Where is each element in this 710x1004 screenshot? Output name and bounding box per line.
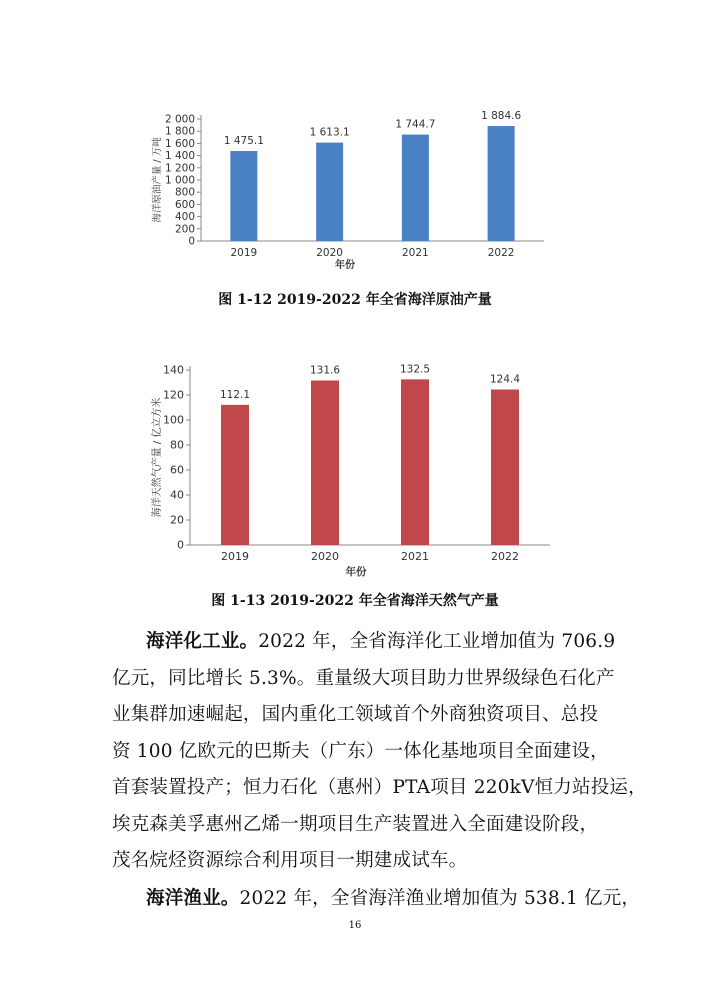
x-tick-label-2019: 2019: [221, 550, 249, 563]
bar-2022: [491, 390, 519, 546]
y-tick-label: 200: [174, 223, 195, 236]
y-tick-label: 2 000: [164, 113, 195, 126]
data-label-2020: 131.6: [309, 364, 341, 377]
y-tick-label: 1 600: [164, 137, 195, 150]
x-tick-label-2020: 2020: [316, 247, 343, 259]
y-tick-label: 40: [170, 488, 184, 502]
paragraph-first-line: [112, 881, 641, 918]
y-tick-label: 80: [170, 438, 184, 452]
paragraph-marine-chemical-industry: [112, 624, 647, 880]
figure-caption-1-13: 图 1-13 2019-2022 年全省海洋天然气产量: [211, 593, 499, 609]
y-tick-label: 0: [177, 538, 184, 552]
y-tick-label: 20: [170, 513, 184, 527]
paragraph-text: 2022 年，全省海洋化工业增加值为 706.9: [258, 631, 616, 652]
bar-2019: [230, 151, 257, 241]
x-axis-label: 年份: [335, 260, 355, 271]
bar-2020: [311, 381, 339, 546]
paragraph-line: 埃克森美孚惠州乙烯一期项目生产装置进入全面建设阶段，: [112, 813, 599, 835]
y-tick-label: 140: [163, 363, 184, 377]
y-tick-label: 1 800: [164, 125, 195, 138]
y-tick-label: 0: [188, 235, 195, 248]
x-tick-label-2021: 2021: [401, 550, 429, 563]
y-tick-label: 1 200: [164, 162, 195, 175]
y-axis-label: 海洋原油产量 / 万吨: [152, 137, 163, 223]
paragraph-line: 业集群加速崛起，国内重化工领域首个外商独资项目、总投: [112, 704, 599, 725]
paragraph-first-line: [112, 624, 616, 661]
data-label-2021: 132.5: [399, 363, 431, 376]
x-axis-label: 年份: [345, 566, 367, 578]
y-tick-label: 400: [174, 211, 195, 224]
crude-oil-bar-chart: [0, 105, 710, 285]
data-label-2021: 1 744.7: [395, 118, 436, 131]
bar-2022: [488, 126, 515, 241]
data-label-2022: 1 884.6: [481, 110, 522, 123]
y-tick-label: 1 400: [164, 150, 195, 163]
x-tick-label-2019: 2019: [230, 247, 258, 259]
paragraph-marine-fishery: [112, 881, 641, 918]
y-tick-label: 60: [170, 463, 184, 477]
x-tick-label-2021: 2021: [402, 247, 429, 259]
bar-2019: [221, 405, 249, 545]
bar-2021: [402, 135, 429, 241]
x-tick-label-2020: 2020: [311, 550, 339, 563]
data-label-2022: 124.4: [489, 373, 521, 386]
y-tick-label: 100: [163, 413, 184, 427]
y-tick-label: 600: [174, 198, 195, 211]
paragraph-line: 资 100 亿欧元的巴斯夫（广东）一体化基地项目全面建设，: [112, 740, 609, 762]
y-tick-label: 800: [174, 186, 195, 199]
paragraph-line: 亿元，同比增长 5.3%。重量级大项目助力世界级绿色石化产: [112, 667, 615, 689]
x-tick-label-2022: 2022: [487, 247, 515, 259]
data-label-2020: 1 613.1: [309, 126, 350, 139]
natural-gas-bar-chart: [0, 358, 710, 583]
paragraph-text: 2022 年，全省海洋渔业增加值为 538.1 亿元，: [239, 888, 641, 909]
y-tick-label: 120: [163, 388, 184, 402]
bar-2020: [316, 143, 343, 241]
x-tick-label-2022: 2022: [491, 550, 519, 563]
figure-caption-1-12: 图 1-12 2019-2022 年全省海洋原油产量: [218, 292, 492, 308]
paragraph-lead-heading: 海洋化工业。: [146, 631, 259, 652]
page-number: 16: [348, 920, 362, 931]
data-label-2019: 1 475.1: [223, 135, 264, 148]
paragraph-line: 茂名烷烃资源综合利用项目一期建成试车。: [112, 850, 468, 871]
y-axis-label: 海洋天然气产量 / 亿立方米: [152, 397, 163, 518]
y-tick-label: 1 000: [164, 174, 195, 187]
bar-2021: [401, 379, 429, 545]
paragraph-lead-heading: 海洋渔业。: [146, 888, 240, 909]
paragraph-line: 首套装置投产；恒力石化（惠州）PTA项目 220kV恒力站投运，: [112, 777, 647, 798]
data-label-2019: 112.1: [219, 388, 251, 401]
